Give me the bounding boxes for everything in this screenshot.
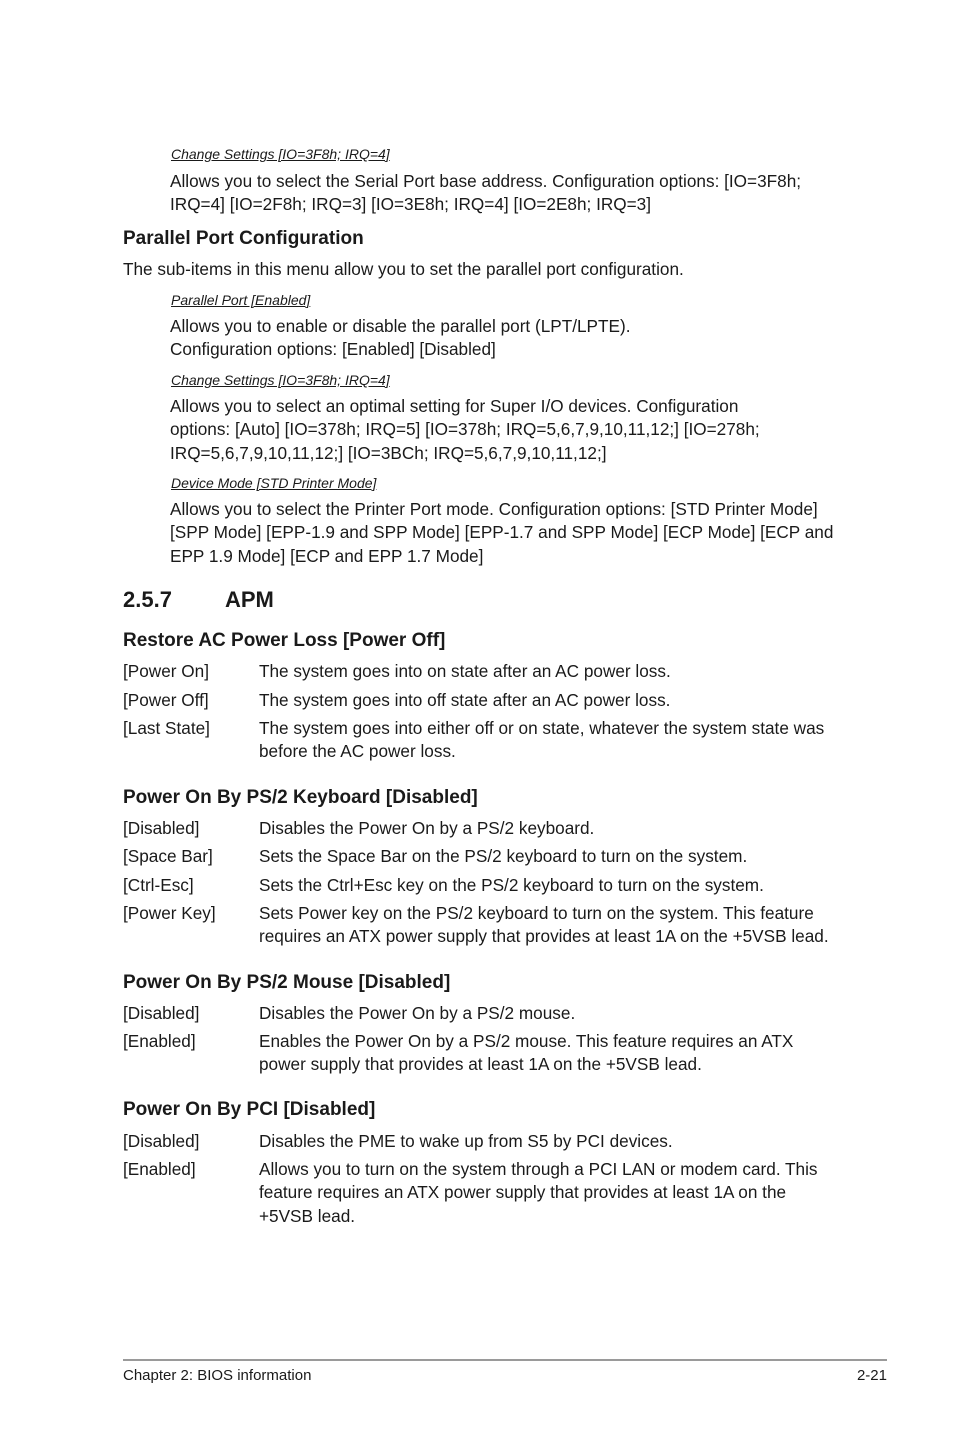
- parallel-change-settings-link[interactable]: Change Settings [IO=3F8h; IRQ=4]: [171, 372, 390, 388]
- option-row: [123, 1130, 853, 1153]
- desc-line: Allows you to enable or disable the parallel port (LPT/LPTE).: [170, 316, 631, 336]
- desc-line: Allows you to select the Serial Port base address. Configuration options: [IO=3F8h;: [170, 171, 802, 191]
- parallel-port-enabled-desc: [170, 315, 860, 362]
- option-desc: [259, 717, 853, 764]
- ps2-mouse-heading: Power On By PS/2 Mouse [Disabled]: [123, 972, 451, 993]
- option-row: [123, 902, 853, 947]
- desc-line: The system goes into either off or on state, whatever the system state was: [259, 718, 825, 738]
- option-key: [Last State]: [123, 718, 210, 738]
- option-key: [Enabled]: [123, 1159, 196, 1179]
- parallel-port-intro: The sub-items in this menu allow you to set the parallel port configuration.: [123, 259, 684, 279]
- serial-change-settings-link[interactable]: Change Settings [IO=3F8h; IRQ=4]: [171, 146, 390, 162]
- parallel-change-settings-desc: [170, 395, 860, 465]
- restore-ac-heading: Restore AC Power Loss [Power Off]: [123, 630, 446, 651]
- option-desc: [259, 902, 853, 949]
- pci-heading: Power On By PCI [Disabled]: [123, 1099, 376, 1120]
- desc-line: +5VSB lead.: [259, 1205, 356, 1226]
- desc-line: Sets Power key on the PS/2 keyboard to turn on the system. This feature: [259, 903, 814, 923]
- option-key: [Power Key]: [123, 903, 216, 923]
- parallel-port-enabled-link[interactable]: Parallel Port [Enabled]: [171, 292, 311, 308]
- option-row: [123, 660, 853, 683]
- desc-line: IRQ=4] [IO=2F8h; IRQ=3] [IO=3E8h; IRQ=4] [IO=2E8h; IRQ=3]: [170, 194, 652, 215]
- option-row: [123, 689, 853, 712]
- desc-line: Configuration options: [Enabled] [Disabled]: [170, 339, 496, 360]
- desc-line: options: [Auto] [IO=378h; IRQ=5] [IO=378h; IRQ=5,6,7,9,10,11,12;] [IO=278h;: [170, 419, 760, 440]
- footer-divider: [123, 1359, 887, 1361]
- desc-line: [SPP Mode] [EPP-1.9 and SPP Mode] [EPP-1.7 and SPP Mode] [ECP Mode] [ECP and: [170, 522, 834, 543]
- parallel-port-heading: Parallel Port Configuration: [123, 228, 364, 249]
- option-desc: The system goes into off state after an AC power loss.: [259, 690, 671, 710]
- option-key: [Power Off]: [123, 690, 209, 710]
- desc-line: IRQ=5,6,7,9,10,11,12;] [IO=3BCh; IRQ=5,6,7,9,10,11,12;]: [170, 442, 607, 463]
- desc-line: Allows you to turn on the system through a PCI LAN or modem card. This: [259, 1159, 818, 1179]
- option-key: [Disabled]: [123, 1003, 200, 1023]
- option-row: [123, 817, 853, 840]
- option-row: [123, 717, 853, 762]
- option-desc: Disables the Power On by a PS/2 keyboard.: [259, 818, 595, 838]
- option-desc: Disables the Power On by a PS/2 mouse.: [259, 1003, 576, 1023]
- desc-line: requires an ATX power supply that provides at least 1A on the +5VSB lead.: [259, 926, 829, 947]
- serial-change-settings-desc: [170, 170, 860, 217]
- section-title: APM: [225, 587, 274, 612]
- ps2-keyboard-heading: Power On By PS/2 Keyboard [Disabled]: [123, 787, 478, 808]
- footer-chapter: Chapter 2: BIOS information: [123, 1367, 312, 1384]
- device-mode-link[interactable]: Device Mode [STD Printer Mode]: [171, 475, 377, 491]
- option-desc: [259, 1030, 853, 1077]
- option-desc: [259, 1158, 853, 1228]
- option-desc: Sets the Ctrl+Esc key on the PS/2 keyboard to turn on the system.: [259, 875, 764, 895]
- option-desc: Sets the Space Bar on the PS/2 keyboard to turn on the system.: [259, 846, 748, 866]
- desc-line: Allows you to select an optimal setting for Super I/O devices. Configuration: [170, 396, 739, 416]
- option-key: [Space Bar]: [123, 846, 213, 866]
- desc-line: EPP 1.9 Mode] [ECP and EPP 1.7 Mode]: [170, 545, 484, 566]
- option-row: [123, 1030, 853, 1075]
- option-row: [123, 1158, 853, 1226]
- option-key: [Enabled]: [123, 1031, 196, 1051]
- option-row: [123, 874, 853, 897]
- option-key: [Power On]: [123, 661, 209, 681]
- option-key: [Disabled]: [123, 818, 200, 838]
- desc-line: Enables the Power On by a PS/2 mouse. This feature requires an ATX: [259, 1031, 794, 1051]
- option-row: [123, 845, 853, 868]
- option-desc: The system goes into on state after an AC power loss.: [259, 661, 671, 681]
- footer-page-number: 2-21: [856, 1367, 887, 1384]
- option-key: [Disabled]: [123, 1131, 200, 1151]
- option-row: [123, 1002, 853, 1025]
- option-desc: Disables the PME to wake up from S5 by PCI devices.: [259, 1131, 673, 1151]
- option-key: [Ctrl-Esc]: [123, 875, 194, 895]
- section-number: 2.5.7: [123, 587, 172, 612]
- desc-line: power supply that provides at least 1A on the +5VSB lead.: [259, 1054, 702, 1075]
- desc-line: before the AC power loss.: [259, 741, 456, 762]
- desc-line: feature requires an ATX power supply that provides at least 1A on the: [259, 1182, 787, 1203]
- desc-line: Allows you to select the Printer Port mode. Configuration options: [STD Printer Mode]: [170, 499, 818, 519]
- device-mode-desc: [170, 498, 860, 568]
